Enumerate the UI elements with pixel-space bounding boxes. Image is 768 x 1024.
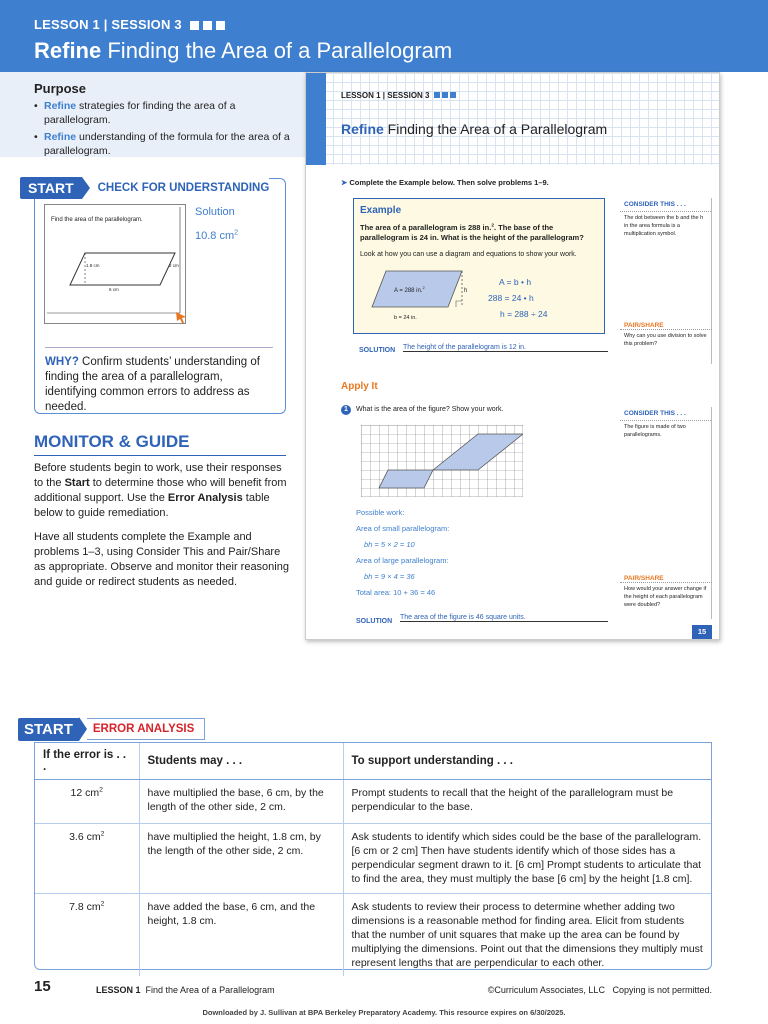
example-box xyxy=(353,198,605,334)
page-number-badge: 15 xyxy=(692,625,712,639)
cursor-icon xyxy=(174,310,188,324)
consider-title: CONSIDER THIS . . . xyxy=(620,198,711,212)
page-title xyxy=(341,121,607,137)
text-bold: Start xyxy=(64,477,90,489)
badge-arrow-icon xyxy=(79,717,87,741)
diagram-h: h xyxy=(464,288,468,294)
divider xyxy=(45,347,273,348)
support-cell: Prompt students to recall that the height of the parallelogram must be perpendicular to the base. xyxy=(343,780,711,824)
start-badge: START xyxy=(20,177,82,199)
thumb-label: 2 cm xyxy=(169,263,179,268)
superscript: 2 xyxy=(100,830,105,838)
square-icon xyxy=(434,92,440,98)
divider xyxy=(34,455,286,456)
work-line: Total area: 10 + 36 = 46 xyxy=(356,588,436,597)
superscript: 2 xyxy=(99,786,103,794)
lesson-header xyxy=(0,0,768,72)
work-line: Possible work: xyxy=(356,508,405,517)
student-page xyxy=(305,72,720,640)
purpose-text: understanding of the formula for the area of a parallelogram. xyxy=(44,131,290,157)
question-text: What is the area of the figure? Show your work. xyxy=(356,406,504,413)
text: A = 288 in. xyxy=(394,288,423,294)
page-session-text: LESSON 1 | SESSION 3 xyxy=(341,91,430,100)
thumb-label: 6 cm xyxy=(109,287,119,292)
superscript: 2 xyxy=(234,228,239,237)
badge-arrow-icon xyxy=(82,177,90,199)
superscript: 2 xyxy=(491,223,495,229)
solution-label: Solution xyxy=(195,206,235,218)
table-row xyxy=(35,780,711,824)
pair-text: How would your answer change if the height of each parallelogram were doubled? xyxy=(624,586,707,608)
footer-page-number: 15 xyxy=(34,978,51,995)
session-label xyxy=(34,17,225,32)
work-line: bh = 5 × 2 = 10 xyxy=(364,540,415,549)
pair-title: PAIR/SHARE xyxy=(620,575,712,583)
possible-work xyxy=(356,505,449,601)
superscript: 2 xyxy=(100,900,105,908)
error-cell xyxy=(35,824,139,894)
support-cell: Ask students to review their process to determine whether adding two dimensions is a reasonable method for finding area. Elicit from students that the number of unit squares that make up the area can be found by multiplying the dimensions. Point out that the dimensions they multiply must represent lengths that are perpendicular to each other. xyxy=(351,901,703,969)
column-header: If the error is . . . xyxy=(35,743,139,780)
error-value: 12 cm xyxy=(70,787,100,799)
monitor-paragraph-1 xyxy=(34,461,289,521)
why-body: Confirm students’ understanding of finding the area of a parallelogram, identifying common errors to address as needed. xyxy=(45,356,260,413)
square-icon xyxy=(442,92,448,98)
table-row xyxy=(35,894,711,977)
download-notice: Downloaded by J. Sullivan at BPA Berkeley Preparatory Academy. This resource expires on 6/30/2025. xyxy=(202,1008,566,1017)
purpose-text: strategies for finding the area of a parallelogram. xyxy=(44,100,236,126)
refine-word: Refine xyxy=(44,131,77,143)
example-look: Look at how you can use a diagram and equations to show your work. xyxy=(360,251,577,258)
page-grid-header xyxy=(306,73,719,165)
instruction-text: Complete the Example below. Then solve problems 1–9. xyxy=(349,178,549,187)
q1-solution: The area of the figure is 46 square units. xyxy=(400,614,608,622)
pair-text: Why can you use division to solve this problem? xyxy=(624,333,707,347)
instruction xyxy=(341,178,549,187)
example-solution: The height of the parallelogram is 12 in. xyxy=(403,344,608,352)
students-may-cell: have multiplied the height, 1.8 cm, by the length of the other side, 2 cm. xyxy=(139,824,343,894)
square-icon xyxy=(450,92,456,98)
example-title: Example xyxy=(360,205,402,216)
superscript: 2 xyxy=(422,285,425,290)
square-icon xyxy=(190,21,199,30)
error-analysis-tab xyxy=(18,717,205,741)
text-bold: Error Analysis xyxy=(167,492,243,504)
error-value: 3.6 cm xyxy=(69,831,101,843)
error-value: 7.8 cm xyxy=(69,901,101,913)
refine-word: Refine xyxy=(44,100,77,112)
arrow-icon: ➤ xyxy=(341,178,350,187)
page-session xyxy=(341,91,456,100)
consider-text: The dot between the b and the h in the area formula is a multiplication symbol. xyxy=(624,215,704,237)
why-text xyxy=(45,355,277,415)
footer-lesson xyxy=(96,985,275,995)
error-analysis-title: ERROR ANALYSIS xyxy=(87,718,205,740)
thumb-prompt: Find the area of the parallelogram. xyxy=(51,217,143,223)
consider-text: The figure is made of two parallelograms. xyxy=(624,424,686,438)
purpose-panel xyxy=(0,72,305,157)
footer-lesson-text: Find the Area of a Parallelogram xyxy=(145,985,275,995)
blue-strip xyxy=(306,73,326,165)
text: Before students begin to work, use their responses to the xyxy=(34,462,282,489)
support-cell: Ask students to identify which sides could be the base of the parallelogram. [6 cm or 2 cm] Then have students identify which of those sides has a perpendicular segment drawn to it. [6 cm] Prompt students to articulate that to find the area, they must multiply the base [6 cm] by the height [1.8 cm]. xyxy=(343,824,711,894)
footer-lesson-bold: LESSON 1 xyxy=(96,985,141,995)
solution-number: 10.8 cm xyxy=(195,230,235,242)
start-badge: START xyxy=(18,718,79,741)
check-thumbnail xyxy=(44,204,186,324)
work-line: Area of large parallelogram: xyxy=(356,556,449,565)
title-rest: Finding the Area of a Parallelogram xyxy=(101,38,453,63)
start-tab xyxy=(20,177,269,199)
work-line: Area of small parallelogram: xyxy=(356,524,450,533)
work-line: bh = 9 × 4 = 36 xyxy=(364,572,415,581)
question-number: 1 xyxy=(341,405,351,415)
table-header-row xyxy=(35,743,711,780)
monitor-heading: MONITOR & GUIDE xyxy=(34,432,190,451)
consider-title: CONSIDER THIS . . . xyxy=(620,407,711,421)
pair-title: PAIR/SHARE xyxy=(620,322,712,330)
purpose-heading: Purpose xyxy=(34,81,87,96)
side-notes-2 xyxy=(620,407,712,619)
purpose-item xyxy=(34,99,296,127)
why-label: WHY? xyxy=(45,356,79,368)
students-may-cell: have added the base, 6 cm, and the height, 1.8 cm. xyxy=(139,894,343,977)
error-analysis-table xyxy=(34,742,712,970)
square-icon xyxy=(216,21,225,30)
purpose-item xyxy=(34,130,296,158)
solution-label: SOLUTION xyxy=(359,347,396,354)
students-may-cell: have multiplied the base, 6 cm, by the length of the other side, 2 cm. xyxy=(139,780,343,824)
footer-copyright: ©Curriculum Associates, LLC Copying is not permitted. xyxy=(487,985,712,995)
example-text xyxy=(360,223,598,243)
thumb-parallelogram xyxy=(45,205,187,325)
equation: h = 288 ÷ 24 xyxy=(500,309,548,319)
text: to determine those who will benefit from additional support. Use the xyxy=(34,477,287,504)
session-text: LESSON 1 | SESSION 3 xyxy=(34,17,182,32)
table-row xyxy=(35,824,711,894)
figure-grid xyxy=(361,425,523,497)
side-notes xyxy=(620,198,712,364)
check-title: CHECK FOR UNDERSTANDING xyxy=(97,182,270,194)
thumb-label: 1.8 cm xyxy=(86,263,100,268)
title-bold: Refine xyxy=(34,38,102,63)
example-diagram xyxy=(364,269,474,319)
square-icon xyxy=(203,21,212,30)
apply-it-heading: Apply It xyxy=(341,381,378,392)
purpose-list xyxy=(34,99,296,161)
solution-label: SOLUTION xyxy=(356,618,393,625)
solution-value xyxy=(195,230,238,242)
error-cell xyxy=(35,780,139,824)
page-title xyxy=(34,38,452,64)
equation: A = b • h xyxy=(499,277,532,287)
text: The area of a parallelogram is 288 in. xyxy=(360,223,492,232)
monitor-paragraph-2: Have all students complete the Example and problems 1–3, using Consider This and Pair/Share as appropriate. Observe and monitor their reasoning and guide or redirect students as needed. xyxy=(34,531,289,588)
column-header: To support understanding . . . xyxy=(343,743,711,780)
diagram-area xyxy=(394,285,425,294)
error-cell xyxy=(35,894,139,977)
column-header: Students may . . . xyxy=(139,743,343,780)
diagram-b: b = 24 in. xyxy=(394,315,417,321)
text: . The base of the parallelogram is 24 in. What is the height of the parallelogram? xyxy=(360,223,584,242)
title-bold: Refine xyxy=(341,121,384,137)
equation: 288 = 24 • h xyxy=(488,293,534,303)
text: table below to guide remediation. xyxy=(34,492,270,519)
title-rest: Finding the Area of a Parallelogram xyxy=(383,121,608,137)
